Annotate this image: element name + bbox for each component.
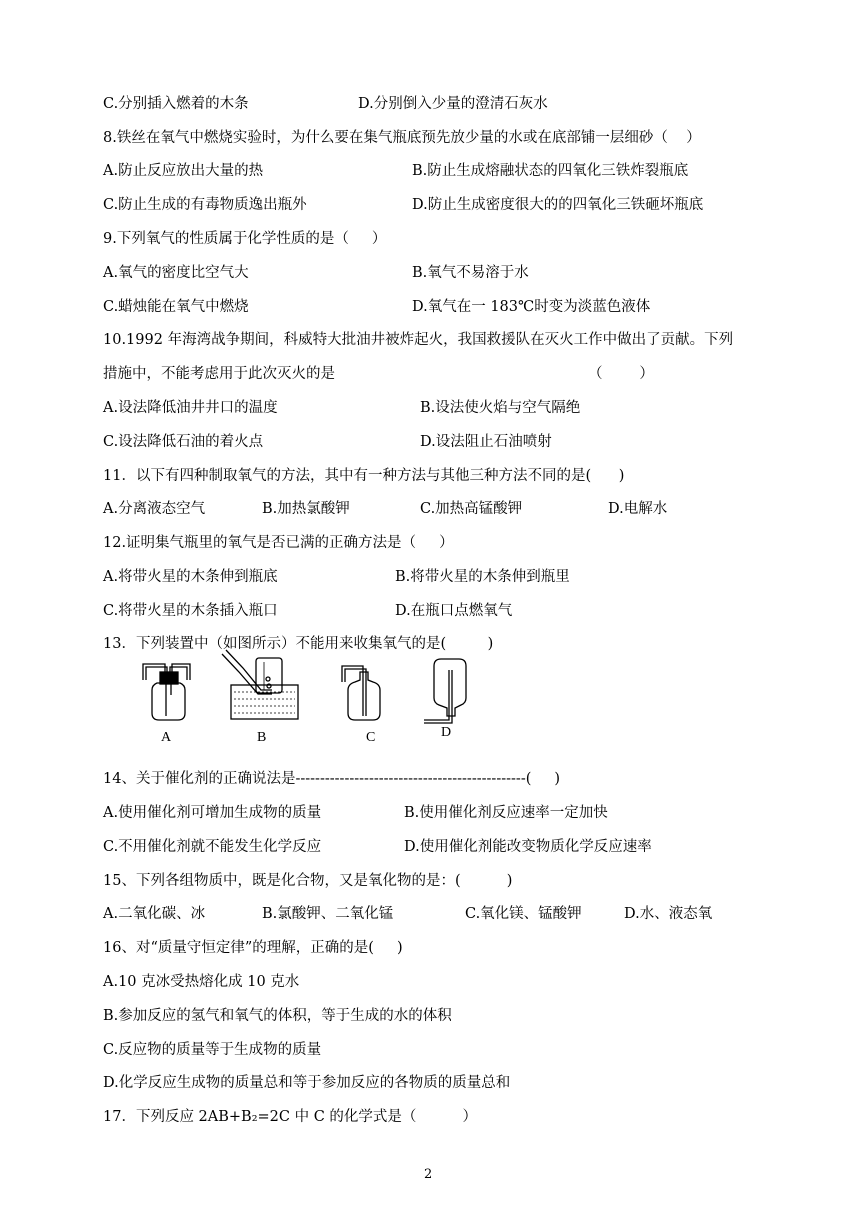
label-b: B	[257, 730, 267, 745]
text-line: C.防止生成的有毒物质逸出瓶外	[103, 197, 307, 213]
text-line: C.加热高锰酸钾	[420, 501, 523, 517]
text-line: A.设法降低油井井口的温度	[103, 400, 278, 416]
text-line: A.二氧化碳、冰	[103, 906, 206, 922]
text-line: D.化学反应生成物的质量总和等于参加反应的各物质的质量总和	[103, 1075, 511, 1091]
apparatus-c	[342, 666, 380, 720]
text-line: B.参加反应的氢气和氧气的体积，等于生成的水的体积	[103, 1008, 452, 1024]
page-number: 2	[424, 1167, 433, 1182]
text-line: D.设法阻止石油喷射	[420, 434, 552, 450]
text-line: C.氧化镁、锰酸钾	[465, 906, 582, 922]
text-line: 12.证明集气瓶里的氧气是否已满的正确方法是（ ）	[103, 535, 454, 551]
text-line: C.蜡烛能在氧气中燃烧	[103, 299, 249, 315]
text-line: A.氧气的密度比空气大	[103, 265, 249, 281]
text-line: B.氯酸钾、二氧化锰	[262, 906, 394, 922]
text-line: 10.1992 年海湾战争期间，科威特大批油井被炸起火，我国救援队在灭火工作中做出了贡献。下列	[103, 332, 734, 348]
text-line: A.10 克冰受热熔化成 10 克水	[103, 974, 300, 990]
text-line: B.使用催化剂反应速率一定加快	[404, 805, 608, 821]
text-line: C.反应物的质量等于生成物的质量	[103, 1042, 322, 1058]
text-line: D.水、液态氧	[624, 906, 713, 922]
apparatus-d	[424, 659, 466, 723]
text-line: D.电解水	[608, 501, 668, 517]
text-line: D.使用催化剂能改变物质化学反应速率	[404, 839, 652, 855]
text-line: A.使用催化剂可增加生成物的质量	[103, 805, 322, 821]
text-line: D.氧气在一 183℃时变为淡蓝色液体	[412, 299, 651, 315]
label-a: A	[161, 730, 172, 745]
label-c: C	[366, 730, 376, 745]
text-line: D.在瓶口点燃氧气	[395, 603, 513, 619]
text-line: 17．下列反应 2AB+B₂=2C 中 C 的化学式是（ ）	[103, 1109, 478, 1125]
text-line: D.分别倒入少量的澄清石灰水	[358, 96, 548, 112]
text-line: 15、下列各组物质中，既是化合物，又是氧化物的是：( )	[103, 873, 513, 889]
text-line: A.将带火星的木条伸到瓶底	[103, 569, 278, 585]
text-line: 14、关于催化剂的正确说法是-----------------------------------------------( )	[103, 771, 561, 787]
text-line: A.防止反应放出大量的热	[103, 163, 264, 179]
apparatus-b	[222, 650, 298, 719]
text-line: B.将带火星的木条伸到瓶里	[395, 569, 570, 585]
text-line: A.分离液态空气	[103, 501, 206, 517]
text-line: C.分别插入燃着的木条	[103, 96, 249, 112]
apparatus-a	[143, 664, 190, 720]
text-line: B.氧气不易溶于水	[412, 265, 529, 281]
text-line: D.防止生成密度很大的的四氧化三铁砸坏瓶底	[412, 197, 704, 213]
text-line: B.加热氯酸钾	[262, 501, 350, 517]
text-line: B.防止生成熔融状态的四氧化三铁炸裂瓶底	[412, 163, 689, 179]
text-line: 13．下列装置中（如图所示）不能用来收集氧气的是( )	[103, 636, 494, 652]
text-line: 9.下列氧气的性质属于化学性质的是（ ）	[103, 231, 387, 247]
text-line: （ ）	[588, 366, 654, 382]
text-line: 措施中，不能考虑用于此次灭火的是	[103, 366, 335, 382]
label-d: D	[441, 725, 452, 740]
text-line: B.设法使火焰与空气隔绝	[420, 400, 581, 416]
text-line: C.设法降低石油的着火点	[103, 434, 264, 450]
text-line: 11．以下有四种制取氧气的方法，其中有一种方法与其他三种方法不同的是( )	[103, 468, 625, 484]
text-line: C.将带火星的木条插入瓶口	[103, 603, 278, 619]
text-line: 16、对“质量守恒定律”的理解，正确的是( )	[103, 940, 403, 956]
text-line: C.不用催化剂就不能发生化学反应	[103, 839, 322, 855]
text-line: 8.铁丝在氧气中燃烧实验时，为什么要在集气瓶底预先放少量的水或在底部铺一层细砂（ ）	[103, 130, 701, 146]
